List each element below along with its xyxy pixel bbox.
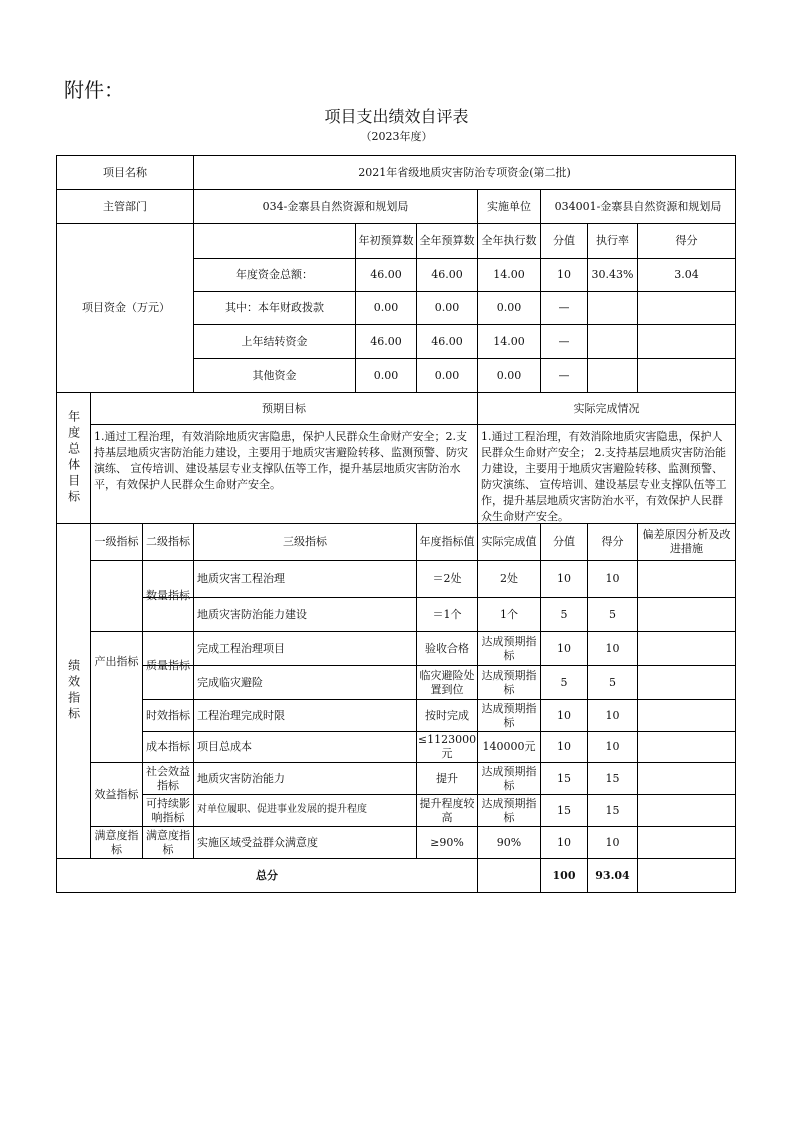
page-title: 项目支出绩效自评表 <box>324 107 469 126</box>
goals-expected-text: 1.通过工程治理，有效消除地质灾害隐患，保护人民群众生命财产安全；2.支持基层地质灾害防治能力建设，主要用于地质灾害避险转移、监测预警、防灾演练、 宣传培训、建设基层专业支撑队伍等工作，提升基层地质灾害防治水平，有效保护人民群众生命财产安全。 <box>94 430 468 491</box>
exec-unit-label: 实施单位 <box>487 199 531 213</box>
exec-unit-value: 034001-金寨县自然资源和规划局 <box>554 199 722 213</box>
funds-cell: 46.00 <box>431 268 463 282</box>
indicator-actual: 90% <box>496 835 522 849</box>
year-subtitle: （2023年度） <box>360 130 433 143</box>
goals-label-text: 年度总体目标 <box>66 410 81 506</box>
project-name-label: 项目名称 <box>103 165 147 179</box>
goals-actual-header: 实际完成情况 <box>573 401 640 415</box>
indicator-score: 10 <box>605 835 620 849</box>
indicator-annual: 验收合格 <box>425 641 469 655</box>
indicator-actual: 达成预期指标 <box>481 668 537 696</box>
funds-row-label: 其中：本年财政拨款 <box>225 301 324 315</box>
total-label: 总分 <box>256 868 278 882</box>
level2-quantity: 数量指标 <box>146 589 190 603</box>
indicator-name: 工程治理完成时限 <box>197 708 285 722</box>
indicator-annual: ≥90% <box>430 835 464 849</box>
indicator-name: 对单位履职、促进事业发展的提升程度 <box>197 804 367 816</box>
level2-quality: 质量指标 <box>146 658 190 672</box>
indicator-score-value: 5 <box>560 607 568 621</box>
funds-header-score: 得分 <box>675 234 698 248</box>
funds-cell: 0.00 <box>496 368 522 382</box>
perf-header-score-value: 分值 <box>553 535 575 549</box>
indicator-score-value: 10 <box>557 572 571 586</box>
level1-output: 产出指标 <box>94 654 139 668</box>
indicator-annual: 临灾避险处置到位 <box>419 668 475 696</box>
perf-label-text: 绩效指标 <box>66 659 81 723</box>
indicator-score-value: 5 <box>560 675 568 689</box>
level2-sustain: 可持续影响指标 <box>146 796 190 824</box>
funds-row-label: 年度资金总额： <box>236 268 313 282</box>
indicator-score: 15 <box>605 771 620 785</box>
perf-header-analysis: 偏差原因分析及改进措施 <box>642 528 731 555</box>
funds-header-rate: 执行率 <box>596 234 629 248</box>
funds-cell: 0.00 <box>373 301 399 315</box>
total-score-value: 100 <box>552 868 576 882</box>
indicator-score-value: 10 <box>557 740 571 754</box>
funds-row-label: 上年结转资金 <box>241 334 308 348</box>
goals-expected-header: 预期目标 <box>262 401 306 415</box>
indicator-actual: 2处 <box>500 572 518 586</box>
level1-benefit: 效益指标 <box>94 787 139 801</box>
funds-cell: 14.00 <box>493 334 525 348</box>
project-name-value: 2021年省级地质灾害防治专项资金(第二批) <box>358 165 571 179</box>
indicator-name: 地质灾害防治能力 <box>197 771 285 785</box>
indicator-name: 地质灾害工程治理 <box>197 572 285 586</box>
attachment-label: 附件： <box>64 78 124 102</box>
funds-cell: 46.00 <box>370 334 402 348</box>
indicator-name: 项目总成本 <box>197 740 252 754</box>
indicator-score-value: 10 <box>557 641 571 655</box>
goals-label <box>57 393 90 523</box>
indicator-score: 5 <box>609 607 616 621</box>
indicator-score: 10 <box>605 572 620 586</box>
indicator-name: 地质灾害防治能力建设 <box>197 607 307 621</box>
indicator-actual: 达成预期指标 <box>481 796 537 824</box>
indicator-score: 15 <box>605 803 620 817</box>
indicator-score-value: 10 <box>557 708 571 722</box>
indicator-name: 实施区域受益群众满意度 <box>197 835 318 849</box>
indicator-score-value: 15 <box>557 771 571 785</box>
indicator-actual: 达成预期指标 <box>481 764 537 792</box>
funds-cell: 3.04 <box>674 268 699 282</box>
perf-header-level3: 三级指标 <box>283 535 327 549</box>
indicator-actual: 达成预期指标 <box>481 701 537 729</box>
perf-header-actual: 实际完成值 <box>481 535 537 549</box>
funds-cell: 46.00 <box>431 334 463 348</box>
indicator-score: 5 <box>609 675 616 689</box>
indicator-annual: ＝2处 <box>432 572 462 586</box>
level1-satisfaction: 满意度指标 <box>94 828 139 856</box>
funds-header-annual: 全年预算数 <box>419 234 475 248</box>
funds-cell: 14.00 <box>493 268 525 282</box>
indicator-actual: 1个 <box>500 607 518 621</box>
indicator-annual: 按时完成 <box>425 708 469 722</box>
indicator-score-value: 15 <box>557 803 571 817</box>
funds-cell: — <box>558 301 570 315</box>
perf-header-score: 得分 <box>601 535 624 549</box>
perf-header-level2: 二级指标 <box>146 535 190 549</box>
indicator-score-value: 10 <box>557 835 571 849</box>
indicator-actual: 140000元 <box>482 740 536 754</box>
dept-value: 034-金寨县自然资源和规划局 <box>262 199 409 213</box>
indicator-name: 完成临灾避险 <box>197 675 263 689</box>
indicator-annual: ＝1个 <box>432 607 462 621</box>
funds-cell: 30.43% <box>591 268 634 282</box>
funds-cell: 0.00 <box>496 301 522 315</box>
indicator-annual: 提升 <box>436 771 458 785</box>
level2-satisfaction: 满意度指标 <box>146 828 190 856</box>
funds-header-score-value: 分值 <box>553 234 575 248</box>
indicator-annual: ≤1123000元 <box>417 733 477 760</box>
funds-row-label: 其他资金 <box>252 368 297 382</box>
indicator-score: 10 <box>605 708 620 722</box>
funds-cell: 0.00 <box>434 301 460 315</box>
indicator-score: 10 <box>605 740 620 754</box>
perf-header-annual: 年度指标值 <box>419 535 475 549</box>
funds-cell: — <box>558 334 570 348</box>
funds-header-executed: 全年执行数 <box>481 234 537 248</box>
funds-cell: — <box>558 368 570 382</box>
indicator-annual: 提升程度较高 <box>419 796 475 824</box>
level2-social: 社会效益指标 <box>146 764 190 792</box>
funds-header-initial: 年初预算数 <box>358 234 414 248</box>
funds-cell: 46.00 <box>370 268 402 282</box>
total-score: 93.04 <box>595 868 630 882</box>
goals-actual-text: 1.通过工程治理，有效消除地质灾害隐患，保护人民群众生命财产安全； 2.支持基层地质灾害防治能力建设，主要用于地质灾害避险转移、监测预警、防灾演练、 宣传培训、建设基层专业支撑队伍等工作，提升基层地质灾害防治水平，有效保护人民群众生命财产安全。 <box>481 430 727 523</box>
dept-label: 主管部门 <box>103 199 147 213</box>
funds-cell: 10 <box>557 268 571 282</box>
funds-label: 项目资金（万元） <box>82 301 170 315</box>
perf-label <box>57 524 90 858</box>
indicator-name: 完成工程治理项目 <box>197 641 285 655</box>
perf-header-level1: 一级指标 <box>94 535 139 549</box>
funds-cell: 0.00 <box>373 368 399 382</box>
level2-time: 时效指标 <box>146 708 190 722</box>
level2-cost: 成本指标 <box>146 740 190 754</box>
indicator-score: 10 <box>605 641 620 655</box>
funds-cell: 0.00 <box>434 368 460 382</box>
indicator-actual: 达成预期指标 <box>481 634 537 662</box>
